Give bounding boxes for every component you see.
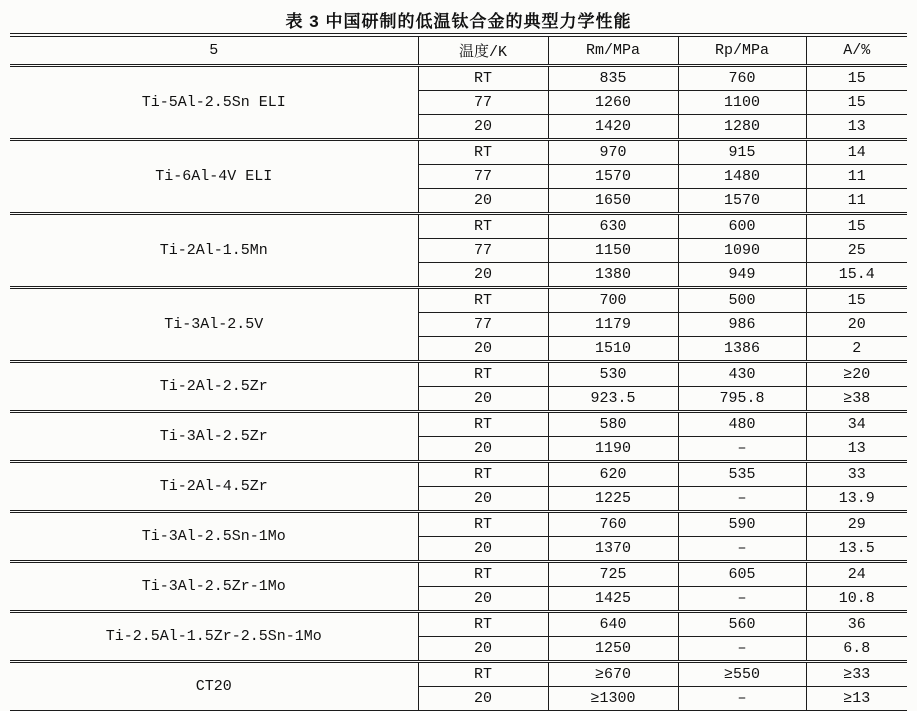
elongation-cell: 15 (806, 66, 907, 91)
table-caption: 表 3 中国研制的低温钛合金的典型力学性能 (285, 12, 632, 31)
rp-value-cell: 500 (678, 288, 806, 313)
temperature-cell: RT (418, 412, 548, 437)
rm-value-cell: 970 (548, 140, 678, 165)
alloy-name-cell: Ti-3Al-2.5Zr (10, 412, 418, 462)
temperature-cell: RT (418, 662, 548, 687)
alloy-name-cell: Ti-3Al-2.5V (10, 288, 418, 362)
table-row (10, 66, 907, 91)
elongation-cell: 11 (806, 165, 907, 189)
rm-value-cell: 1190 (548, 437, 678, 462)
elongation-cell: 6.8 (806, 637, 907, 662)
temperature-cell: RT (418, 512, 548, 537)
alloy-properties-table (10, 33, 907, 711)
rm-value-cell: 1380 (548, 263, 678, 288)
temperature-cell: RT (418, 288, 548, 313)
rp-value-cell: 1090 (678, 239, 806, 263)
rp-value-cell: 1100 (678, 91, 806, 115)
rp-value-cell: 605 (678, 562, 806, 587)
rp-value-cell: 986 (678, 313, 806, 337)
rp-value-cell: 949 (678, 263, 806, 288)
elongation-cell: 36 (806, 612, 907, 637)
alloy-name-cell: CT20 (10, 662, 418, 711)
elongation-cell: 13 (806, 437, 907, 462)
elongation-cell: 15.4 (806, 263, 907, 288)
temperature-cell: 77 (418, 165, 548, 189)
rp-value-cell: 795.8 (678, 387, 806, 412)
rp-value-cell: – (678, 487, 806, 512)
temperature-cell: 20 (418, 337, 548, 362)
rp-value-cell: ≥550 (678, 662, 806, 687)
table-header (10, 35, 907, 66)
rp-value-cell: 560 (678, 612, 806, 637)
elongation-cell: ≥20 (806, 362, 907, 387)
column-header-temperature: 温度/K (418, 35, 548, 66)
table-row (10, 362, 907, 387)
temperature-cell: 20 (418, 387, 548, 412)
temperature-cell: 77 (418, 91, 548, 115)
rm-value-cell: 835 (548, 66, 678, 91)
elongation-cell: 15 (806, 91, 907, 115)
rp-value-cell: – (678, 637, 806, 662)
temperature-cell: RT (418, 214, 548, 239)
alloy-name-cell: Ti-6Al-4V ELI (10, 140, 418, 214)
rp-value-cell: 600 (678, 214, 806, 239)
temperature-cell: 20 (418, 437, 548, 462)
table-row (10, 412, 907, 437)
rm-value-cell: ≥1300 (548, 687, 678, 711)
temperature-cell: RT (418, 362, 548, 387)
rm-value-cell: ≥670 (548, 662, 678, 687)
rm-value-cell: 620 (548, 462, 678, 487)
temperature-cell: 77 (418, 239, 548, 263)
elongation-cell: 33 (806, 462, 907, 487)
rm-value-cell: 630 (548, 214, 678, 239)
rm-value-cell: 760 (548, 512, 678, 537)
alloy-name-cell: Ti-3Al-2.5Sn-1Mo (10, 512, 418, 562)
temperature-cell: 20 (418, 537, 548, 562)
alloy-name-cell: Ti-5Al-2.5Sn ELI (10, 66, 418, 140)
rp-value-cell: 1570 (678, 189, 806, 214)
alloy-name-cell: Ti-2Al-4.5Zr (10, 462, 418, 512)
temperature-cell: RT (418, 140, 548, 165)
rm-value-cell: 700 (548, 288, 678, 313)
elongation-cell: 24 (806, 562, 907, 587)
header-row (10, 35, 907, 66)
rm-value-cell: 1420 (548, 115, 678, 140)
rm-value-cell: 1425 (548, 587, 678, 612)
elongation-cell: ≥33 (806, 662, 907, 687)
rp-value-cell: 535 (678, 462, 806, 487)
temperature-cell: 77 (418, 313, 548, 337)
rp-value-cell: 590 (678, 512, 806, 537)
table-row (10, 288, 907, 313)
temperature-cell: 20 (418, 587, 548, 612)
temperature-cell: 20 (418, 637, 548, 662)
rp-value-cell: 915 (678, 140, 806, 165)
table-row (10, 140, 907, 165)
elongation-cell: 15 (806, 214, 907, 239)
table-row (10, 562, 907, 587)
elongation-cell: 13.9 (806, 487, 907, 512)
temperature-cell: 20 (418, 487, 548, 512)
alloy-name-cell: Ti-2Al-1.5Mn (10, 214, 418, 288)
rp-value-cell: – (678, 687, 806, 711)
table-body (10, 66, 907, 711)
temperature-cell: 20 (418, 115, 548, 140)
table-row (10, 612, 907, 637)
elongation-cell: 29 (806, 512, 907, 537)
table-row (10, 662, 907, 687)
rm-value-cell: 1260 (548, 91, 678, 115)
elongation-cell: 14 (806, 140, 907, 165)
rm-value-cell: 1225 (548, 487, 678, 512)
elongation-cell: 20 (806, 313, 907, 337)
alloy-name-cell: Ti-2.5Al-1.5Zr-2.5Sn-1Mo (10, 612, 418, 662)
rp-value-cell: – (678, 437, 806, 462)
column-header-alloy: 5 (10, 35, 418, 66)
rm-value-cell: 923.5 (548, 387, 678, 412)
rm-value-cell: 580 (548, 412, 678, 437)
table-row (10, 214, 907, 239)
temperature-cell: RT (418, 66, 548, 91)
temperature-cell: 20 (418, 189, 548, 214)
rm-value-cell: 1650 (548, 189, 678, 214)
elongation-cell: ≥13 (806, 687, 907, 711)
rp-value-cell: – (678, 587, 806, 612)
rm-value-cell: 640 (548, 612, 678, 637)
column-header-rp: Rp/MPa (678, 35, 806, 66)
temperature-cell: RT (418, 562, 548, 587)
rm-value-cell: 1250 (548, 637, 678, 662)
elongation-cell: 11 (806, 189, 907, 214)
table-row (10, 462, 907, 487)
elongation-cell: ≥38 (806, 387, 907, 412)
elongation-cell: 15 (806, 288, 907, 313)
rm-value-cell: 1510 (548, 337, 678, 362)
column-header-elongation: A/% (806, 35, 907, 66)
temperature-cell: RT (418, 612, 548, 637)
rp-value-cell: 480 (678, 412, 806, 437)
rm-value-cell: 1179 (548, 313, 678, 337)
rm-value-cell: 1570 (548, 165, 678, 189)
alloy-name-cell: Ti-3Al-2.5Zr-1Mo (10, 562, 418, 612)
temperature-cell: RT (418, 462, 548, 487)
rm-value-cell: 530 (548, 362, 678, 387)
temperature-cell: 20 (418, 263, 548, 288)
elongation-cell: 34 (806, 412, 907, 437)
elongation-cell: 13 (806, 115, 907, 140)
elongation-cell: 10.8 (806, 587, 907, 612)
temperature-cell: 20 (418, 687, 548, 711)
rp-value-cell: 760 (678, 66, 806, 91)
table-row (10, 512, 907, 537)
elongation-cell: 13.5 (806, 537, 907, 562)
rm-value-cell: 1370 (548, 537, 678, 562)
rp-value-cell: 430 (678, 362, 806, 387)
rp-value-cell: 1280 (678, 115, 806, 140)
rp-value-cell: 1386 (678, 337, 806, 362)
rm-value-cell: 1150 (548, 239, 678, 263)
elongation-cell: 2 (806, 337, 907, 362)
rm-value-cell: 725 (548, 562, 678, 587)
elongation-cell: 25 (806, 239, 907, 263)
alloy-name-cell: Ti-2Al-2.5Zr (10, 362, 418, 412)
rp-value-cell: 1480 (678, 165, 806, 189)
rp-value-cell: – (678, 537, 806, 562)
column-header-rm: Rm/MPa (548, 35, 678, 66)
